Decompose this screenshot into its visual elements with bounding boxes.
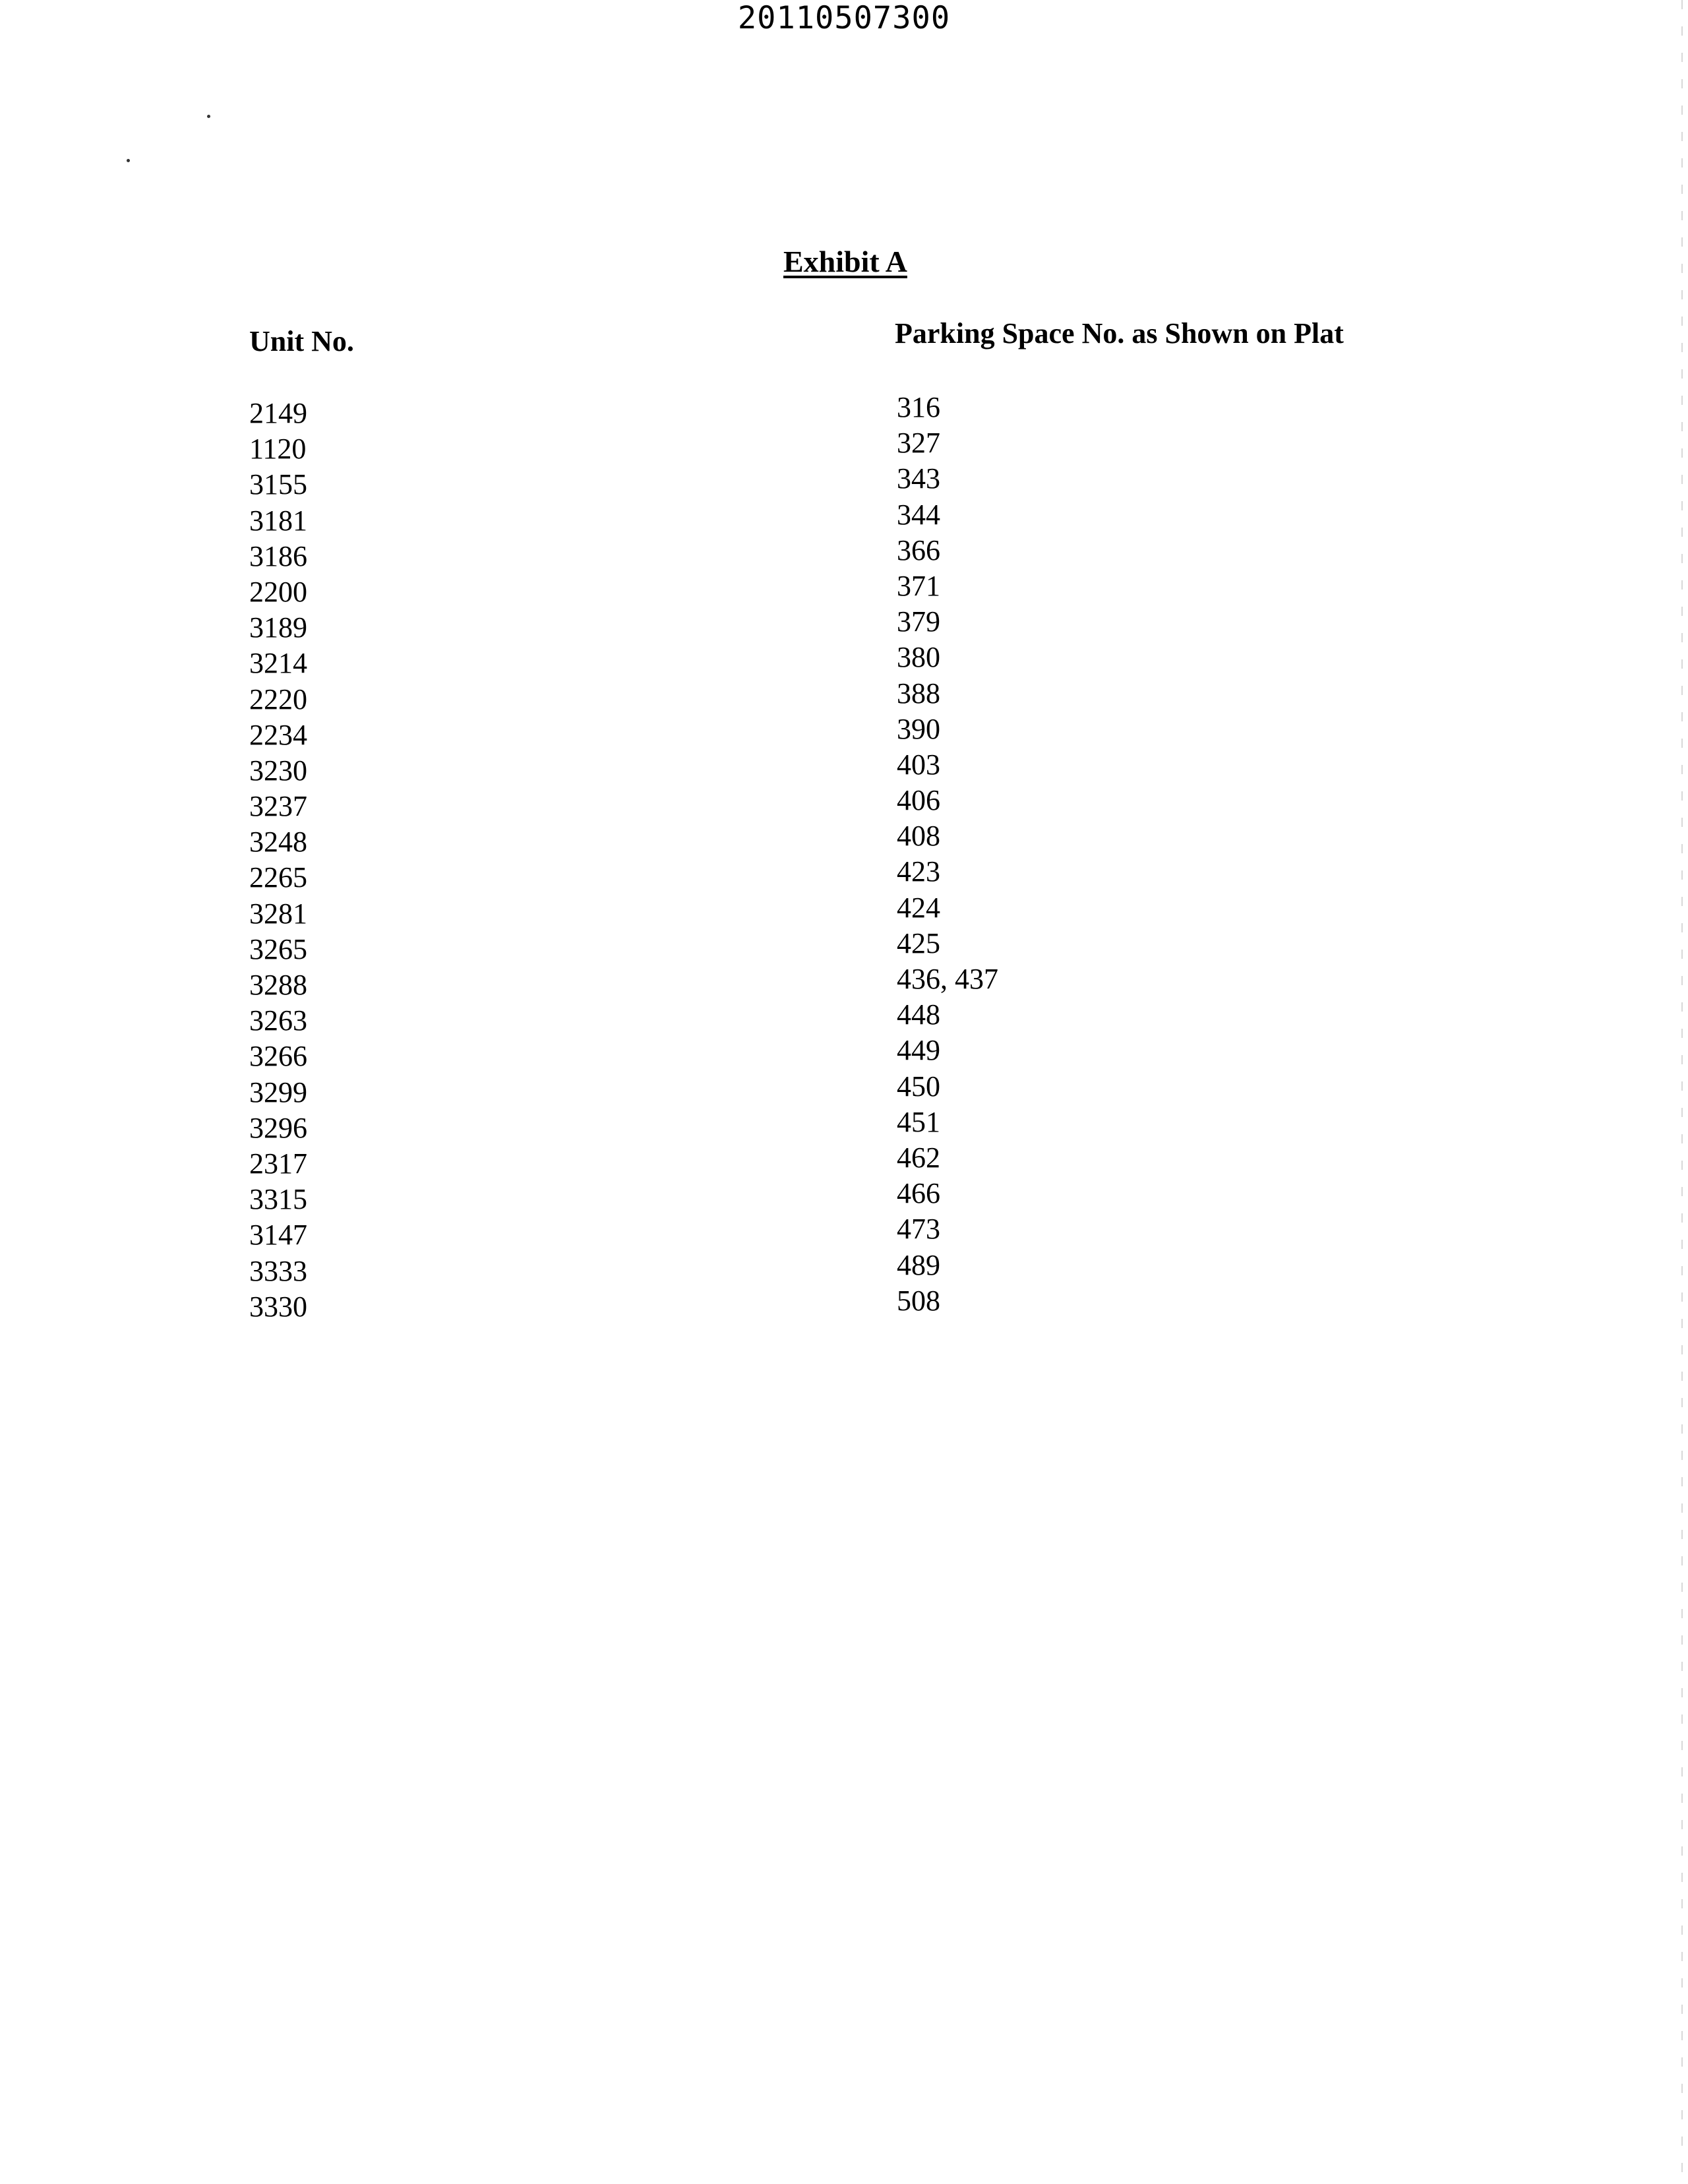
unit-number: 3263	[249, 1004, 307, 1037]
exhibit-title: Exhibit A	[783, 245, 907, 278]
unit-number: 3299	[249, 1076, 307, 1108]
unit-number: 3288	[249, 969, 307, 1001]
unit-number: 3230	[249, 754, 307, 787]
parking-space-number: 489	[897, 1248, 940, 1281]
unit-number: 3266	[249, 1040, 307, 1073]
parking-space-number: 316	[897, 391, 940, 423]
unit-column-header: Unit No.	[249, 325, 354, 357]
unit-number: 2200	[249, 575, 307, 608]
unit-number: 3214	[249, 647, 307, 680]
unit-number: 2220	[249, 682, 307, 715]
unit-number: 3265	[249, 932, 307, 965]
unit-number: 2265	[249, 861, 307, 894]
parking-space-number: 366	[897, 533, 940, 566]
unit-number: 3333	[249, 1254, 307, 1287]
unit-number: 3147	[249, 1219, 307, 1252]
parking-space-number: 448	[897, 998, 940, 1031]
scan-edge-line	[1681, 0, 1683, 2184]
parking-column-header: Parking Space No. as Shown on Plat	[895, 317, 1344, 349]
unit-number: 3281	[249, 897, 307, 930]
unit-number: 2149	[249, 397, 307, 429]
parking-space-number: 327	[897, 427, 940, 460]
parking-space-number: 406	[897, 784, 940, 817]
parking-space-number: 388	[897, 677, 940, 710]
document-number: 20110507300	[737, 0, 951, 36]
unit-number: 3237	[249, 790, 307, 823]
unit-number: 3248	[249, 826, 307, 859]
parking-space-number: 390	[897, 712, 940, 745]
parking-space-number: 424	[897, 891, 940, 924]
parking-space-number: 450	[897, 1070, 940, 1103]
parking-space-number: 473	[897, 1213, 940, 1246]
parking-space-list	[897, 390, 998, 1319]
parking-space-number: 436, 437	[897, 963, 998, 995]
parking-space-number: 451	[897, 1105, 940, 1138]
unit-number: 2234	[249, 718, 307, 751]
unit-number: 3189	[249, 611, 307, 644]
parking-space-number: 508	[897, 1284, 940, 1317]
unit-number: 3181	[249, 504, 307, 537]
parking-space-number: 425	[897, 926, 940, 959]
unit-number: 2317	[249, 1147, 307, 1180]
parking-space-number: 466	[897, 1177, 940, 1210]
parking-space-number: 403	[897, 748, 940, 781]
unit-number: 1120	[249, 433, 307, 466]
parking-space-number: 423	[897, 855, 940, 888]
unit-number: 3296	[249, 1111, 307, 1144]
parking-space-number: 344	[897, 498, 940, 531]
unit-number: 3155	[249, 468, 307, 501]
parking-space-number: 408	[897, 820, 940, 853]
parking-space-number: 343	[897, 462, 940, 495]
unit-number: 3330	[249, 1290, 307, 1323]
scan-speck	[207, 115, 210, 118]
parking-space-number: 462	[897, 1141, 940, 1174]
unit-number: 3315	[249, 1183, 307, 1216]
parking-space-number: 380	[897, 641, 940, 674]
unit-number: 3186	[249, 539, 307, 572]
parking-space-number: 371	[897, 569, 940, 602]
parking-space-number: 449	[897, 1034, 940, 1067]
unit-number-list	[249, 396, 307, 1325]
scan-speck	[127, 159, 130, 162]
parking-space-number: 379	[897, 605, 940, 638]
